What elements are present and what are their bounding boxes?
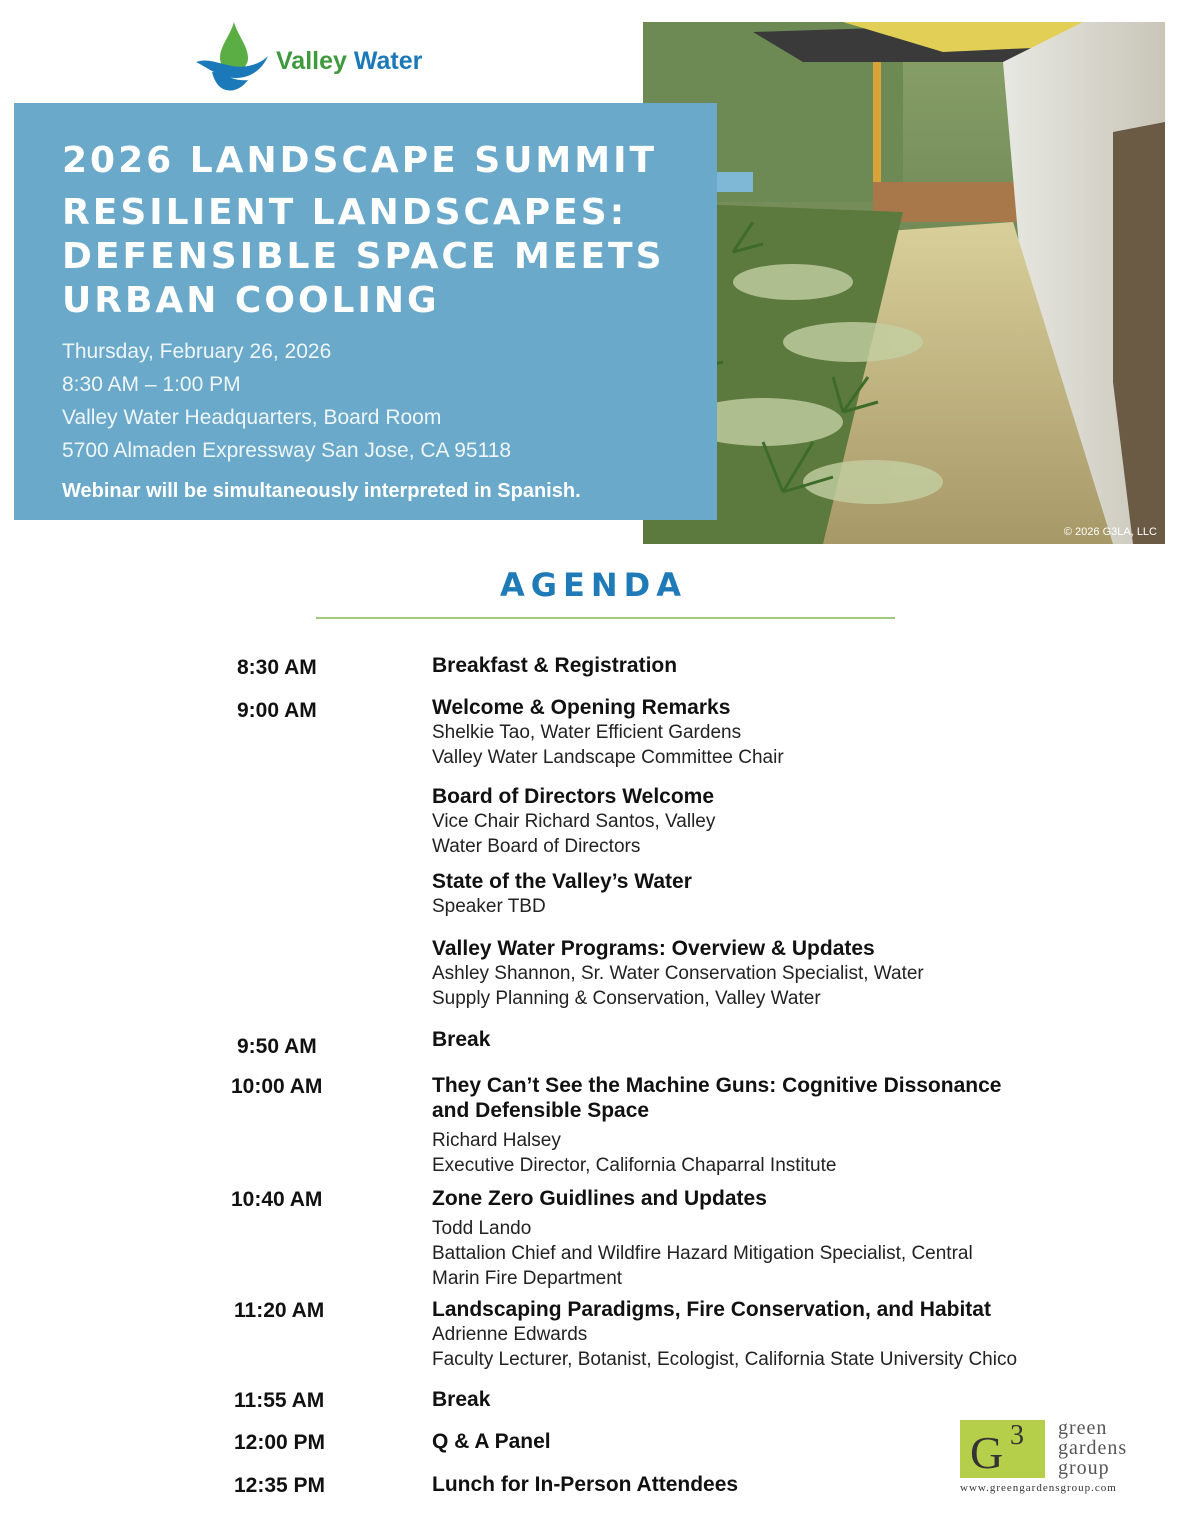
agenda-item-title: Welcome & Opening Remarks	[432, 696, 731, 719]
agenda-item-title-line2: and Defensible Space	[432, 1099, 650, 1122]
agenda-item-title: Breakfast & Registration	[432, 654, 678, 677]
agenda-item-title: Lunch for In-Person Attendees	[432, 1473, 739, 1496]
agenda-item-title: Board of Directors Welcome	[432, 785, 715, 808]
event-address: 5700 Almaden Expressway San Jose, CA 95118	[62, 439, 512, 462]
agenda-item-role-cont: Marin Fire Department	[432, 1268, 623, 1289]
agenda-time: 12:00 PM	[234, 1431, 326, 1454]
summit-subtitle-line1: RESILIENT LANDSCAPES:	[62, 192, 628, 233]
agenda-item-speaker: Shelkie Tao, Water Efficient Gardens	[432, 722, 742, 743]
hero-photo	[643, 22, 1165, 544]
event-venue: Valley Water Headquarters, Board Room	[62, 406, 442, 429]
agenda-item-speaker: Vice Chair Richard Santos, Valley	[432, 811, 716, 832]
agenda-item	[432, 1387, 1132, 1412]
agenda-time: 9:50 AM	[237, 1035, 317, 1058]
agenda-item	[432, 1297, 1132, 1372]
summit-subtitle-line3: URBAN COOLING	[62, 280, 440, 321]
agenda-item-title: Q & A Panel	[432, 1430, 551, 1453]
water-drop-icon	[192, 20, 272, 94]
g3-word-group: group	[1058, 1457, 1110, 1479]
photo-credit: © 2026 G3LA, LLC	[1063, 526, 1157, 538]
logo-word-water: Water	[353, 47, 423, 75]
g3-website: www.greengardensgroup.com	[960, 1482, 1117, 1494]
agenda-item-title: Break	[432, 1028, 491, 1051]
agenda-item-role: Battalion Chief and Wildfire Hazard Mitigation Specialist, Central	[432, 1243, 973, 1264]
g3-word-green: green	[1058, 1417, 1108, 1439]
agenda-item-title: Valley Water Programs: Overview & Updates	[432, 937, 875, 960]
hero-panel	[14, 103, 717, 520]
agenda-item	[432, 653, 1132, 678]
agenda-time: 10:40 AM	[231, 1188, 323, 1211]
agenda-item-role: Faculty Lecturer, Botanist, Ecologist, California State University Chico	[432, 1349, 1018, 1370]
agenda-item	[432, 784, 1132, 859]
agenda-heading: AGENDA	[500, 566, 687, 604]
agenda-item-speaker: Todd Lando	[432, 1218, 532, 1239]
summit-subtitle-line2: DEFENSIBLE SPACE MEETS	[62, 236, 665, 277]
summit-title: 2026 LANDSCAPE SUMMIT	[62, 140, 658, 181]
event-date: Thursday, February 26, 2026	[62, 340, 332, 363]
agenda-time: 11:20 AM	[234, 1299, 325, 1322]
agenda-time: 8:30 AM	[237, 656, 317, 679]
agenda-item-title: Break	[432, 1388, 491, 1411]
agenda-item-title-line1: They Can’t See the Machine Guns: Cognitive Dissonance	[432, 1074, 1002, 1097]
agenda-item-title: Landscaping Paradigms, Fire Conservation, and Habitat	[432, 1298, 991, 1321]
interpretation-note: Webinar will be simultaneously interpreted in Spanish.	[62, 480, 581, 502]
agenda-item-speaker: Richard Halsey	[432, 1130, 561, 1151]
agenda-item-role: Executive Director, California Chaparral Institute	[432, 1155, 837, 1176]
agenda-item	[432, 695, 1132, 770]
agenda-item	[432, 1073, 1132, 1178]
agenda-item-title: Zone Zero Guidlines and Updates	[432, 1187, 767, 1210]
event-time: 8:30 AM – 1:00 PM	[62, 373, 241, 396]
agenda-item-role: Supply Planning & Conservation, Valley Water	[432, 988, 821, 1009]
agenda-item	[432, 869, 1132, 919]
g3-letter: G	[970, 1427, 1004, 1478]
agenda-item-role: Valley Water Landscape Committee Chair	[432, 747, 784, 768]
agenda-time: 12:35 PM	[234, 1474, 326, 1497]
valley-water-logo	[192, 20, 423, 94]
agenda-item	[432, 1186, 1132, 1291]
agenda-divider	[316, 617, 895, 619]
green-gardens-group-logo	[960, 1417, 1160, 1500]
g3-superscript: 3	[1010, 1420, 1024, 1451]
photo-credit-text: 2026 G3LA, LLC	[1075, 526, 1157, 538]
agenda-item-role: Water Board of Directors	[432, 836, 641, 857]
agenda-item-speaker: Speaker TBD	[432, 896, 546, 917]
logo-wordmark	[276, 47, 422, 76]
agenda-item-speaker: Adrienne Edwards	[432, 1324, 588, 1345]
agenda-item	[432, 936, 1132, 1011]
g3-mark	[960, 1420, 1045, 1478]
agenda-time: 10:00 AM	[231, 1075, 323, 1098]
g3-word-gardens: gardens	[1058, 1437, 1128, 1459]
agenda-item-title: State of the Valley’s Water	[432, 870, 692, 893]
agenda-item	[432, 1027, 1132, 1052]
logo-word-valley: Valley	[276, 47, 347, 75]
event-details	[62, 335, 511, 467]
agenda-item-speaker: Ashley Shannon, Sr. Water Conservation Specialist, Water	[432, 963, 924, 984]
summit-subtitle	[62, 191, 665, 323]
g3-wordmark	[1058, 1418, 1127, 1478]
agenda-time: 9:00 AM	[237, 699, 317, 722]
agenda-time: 11:55 AM	[234, 1389, 325, 1412]
